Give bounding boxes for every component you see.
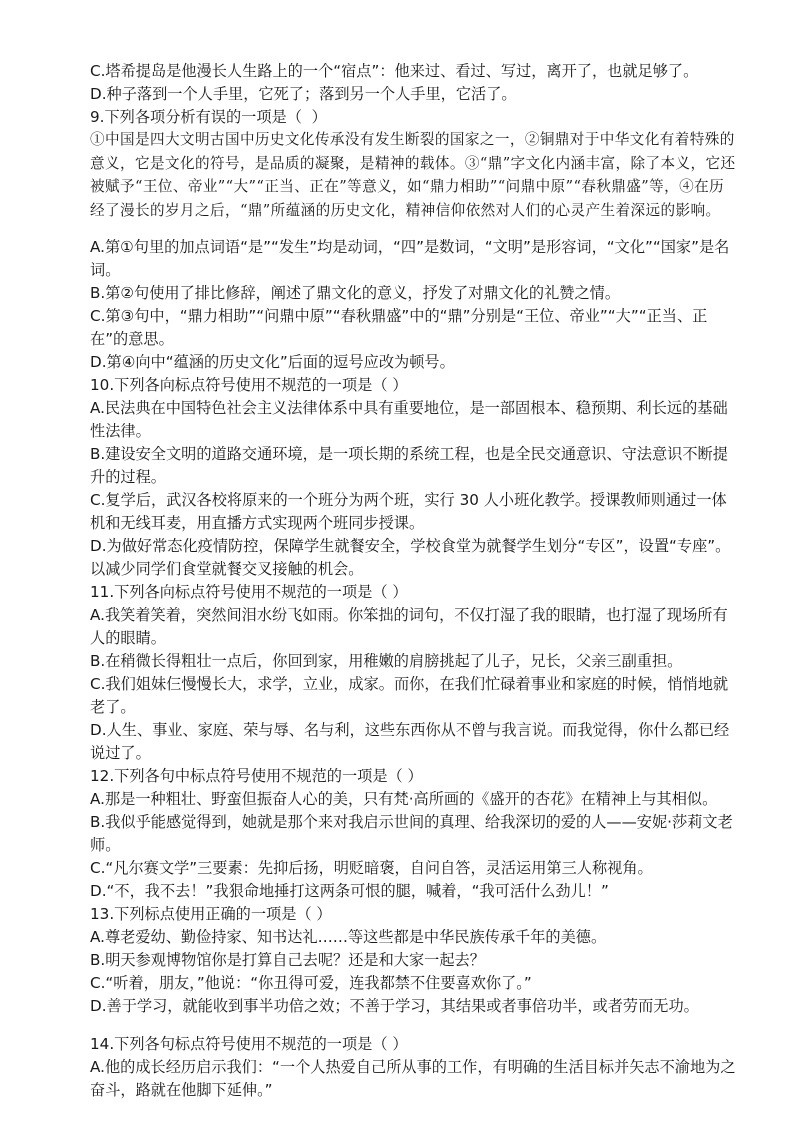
q12-stem: 12.下列各句中标点符号使用不规范的一项是（ ） — [90, 767, 423, 785]
q13-option-a: A.尊老爱幼、勤俭持家、知书达礼……等这些都是中华民族传承千年的美德。 — [90, 928, 607, 946]
q10-stem: 10.下列各向标点符号使用不规范的一项是（ ） — [90, 376, 408, 394]
q12-option-c: C.“凡尔赛文学”三要素：先抑后扬，明贬暗褒，自问自答，灵活运用第三人称视角。 — [90, 859, 653, 877]
q13-option-c: C.“听着，朋友，”他说：“你丑得可爱，连我都禁不住要喜欢你了。” — [90, 974, 532, 992]
q13-stem: 13.下列标点使用正确的一项是（ ） — [90, 905, 332, 923]
q12-option-b: B.我似乎能感觉得到，她就是那个来对我启示世间的真理、给我深切的爱的人——安妮·莎莉文老师。 — [90, 813, 733, 855]
q9-option-a: A.第①句里的加点词语“是”“发生”均是动词，“四”是数词，“文明”是形容词，“文化”“国家”是名词。 — [90, 238, 730, 280]
q11-option-d: D.人生、事业、家庭、荣与辱、名与利，这些东西你从不曾与我言说。而我觉得，你什么都已经说过了。 — [90, 721, 730, 763]
q12-option-d: D.“不，我不去！”我狠命地捶打这两条可恨的腿，喊着，“我可活什么劲儿！” — [90, 882, 609, 900]
q9-passage: ①中国是四大文明古国中历史文化传承没有发生断裂的国家之一，②铜鼎对于中华文化有着特殊的意义，它是文化的符号，是品质的凝聚，是精神的载体。③“鼎”字文化内涵丰富，除了本义，它还被赋予“王位、帝业”“大”“正当、正在”等意义，如“鼎力相助”“问鼎中原”“春秋鼎盛”等，④在历经了漫长的岁月之后，“鼎”所蕴涵的历史文化，精神信仰依然对人们的心灵产生着深远的影响。 — [90, 131, 736, 219]
q10-option-b: B.建设安全文明的道路交通环境，是一项长期的系统工程，也是全民交通意识、守法意识不断提升的过程。 — [90, 445, 728, 487]
q13-option-b: B.明天参观博物馆你是打算自己去呢？还是和大家一起去？ — [90, 951, 485, 969]
q10-option-c: C.复学后，武汉各校将原来的一个班分为两个班，实行 30 人小班化教学。授课教师则通过一体机和无线耳麦，用直播方式实现两个班同步授课。 — [90, 491, 727, 533]
q9-option-d: D.第④向中“蕴涵的历史文化”后面的逗号应改为顿号。 — [90, 353, 455, 371]
q9-option-c: C.第③句中，“鼎力相助”“问鼎中原”“春秋鼎盛”中的“鼎”分别是“王位、帝业”“大”“正当、正在”的意思。 — [90, 307, 708, 349]
q11-option-a: A.我笑着笑着，突然间泪水纷飞如雨。你笨拙的词句，不仅打湿了我的眼睛，也打湿了现场所有人的眼睛。 — [90, 606, 728, 648]
q11-option-b: B.在稍微长得粗壮一点后，你回到家，用稚嫩的肩膀挑起了儿子，兄长，父亲三副重担。 — [90, 652, 683, 670]
q10-option-d: D.为做好常态化疫情防控，保障学生就餐安全，学校食堂为就餐学生划分“专区”，设置“专座”。以减少同学们食堂就餐交叉接触的机会。 — [90, 537, 731, 579]
q10-option-a: A.民法典在中国特色社会主义法律体系中具有重要地位，是一部固根本、稳预期、利长远的基础性法律。 — [90, 399, 728, 441]
q14-option-a: A.他的成长经历启示我们：“一个人热爱自己所从事的工作，有明确的生活目标并矢志不渝地为之奋斗，路就在他脚下延伸。” — [90, 1058, 736, 1100]
q8-option-d: D.种子落到一个人手里，它死了；落到另一个人手里，它活了。 — [90, 85, 517, 103]
q14-stem: 14.下列各句标点符号使用不规范的一项是（ ） — [90, 1035, 408, 1053]
q12-option-a: A.那是一种粗壮、野蛮但振奋人心的美，只有梵·高所画的《盛开的杏花》在精神上与其相似。 — [90, 790, 718, 808]
q9-option-b: B.第②句使用了排比修辞，阐述了鼎文化的意义，抒发了对鼎文化的礼赞之情。 — [90, 284, 621, 302]
q13-option-d: D.善于学习，就能收到事半功倍之效；不善于学习，其结果或者事倍功半，或者劳而无功。 — [90, 997, 699, 1015]
q9-stem: 9.下列各项分析有误的一项是（ ） — [90, 108, 327, 126]
q11-stem: 11.下列各向标点符号使用不规范的一项是（ ） — [90, 583, 408, 601]
q11-option-c: C.我们姐妹仨慢慢长大，求学，立业，成家。而你，在我们忙碌着事业和家庭的时候，悄悄地就老了。 — [90, 675, 729, 717]
q8-option-c: C.塔希提岛是他漫长人生路上的一个“宿点”：他来过、看过、写过，离开了，也就足够了。 — [90, 62, 699, 80]
